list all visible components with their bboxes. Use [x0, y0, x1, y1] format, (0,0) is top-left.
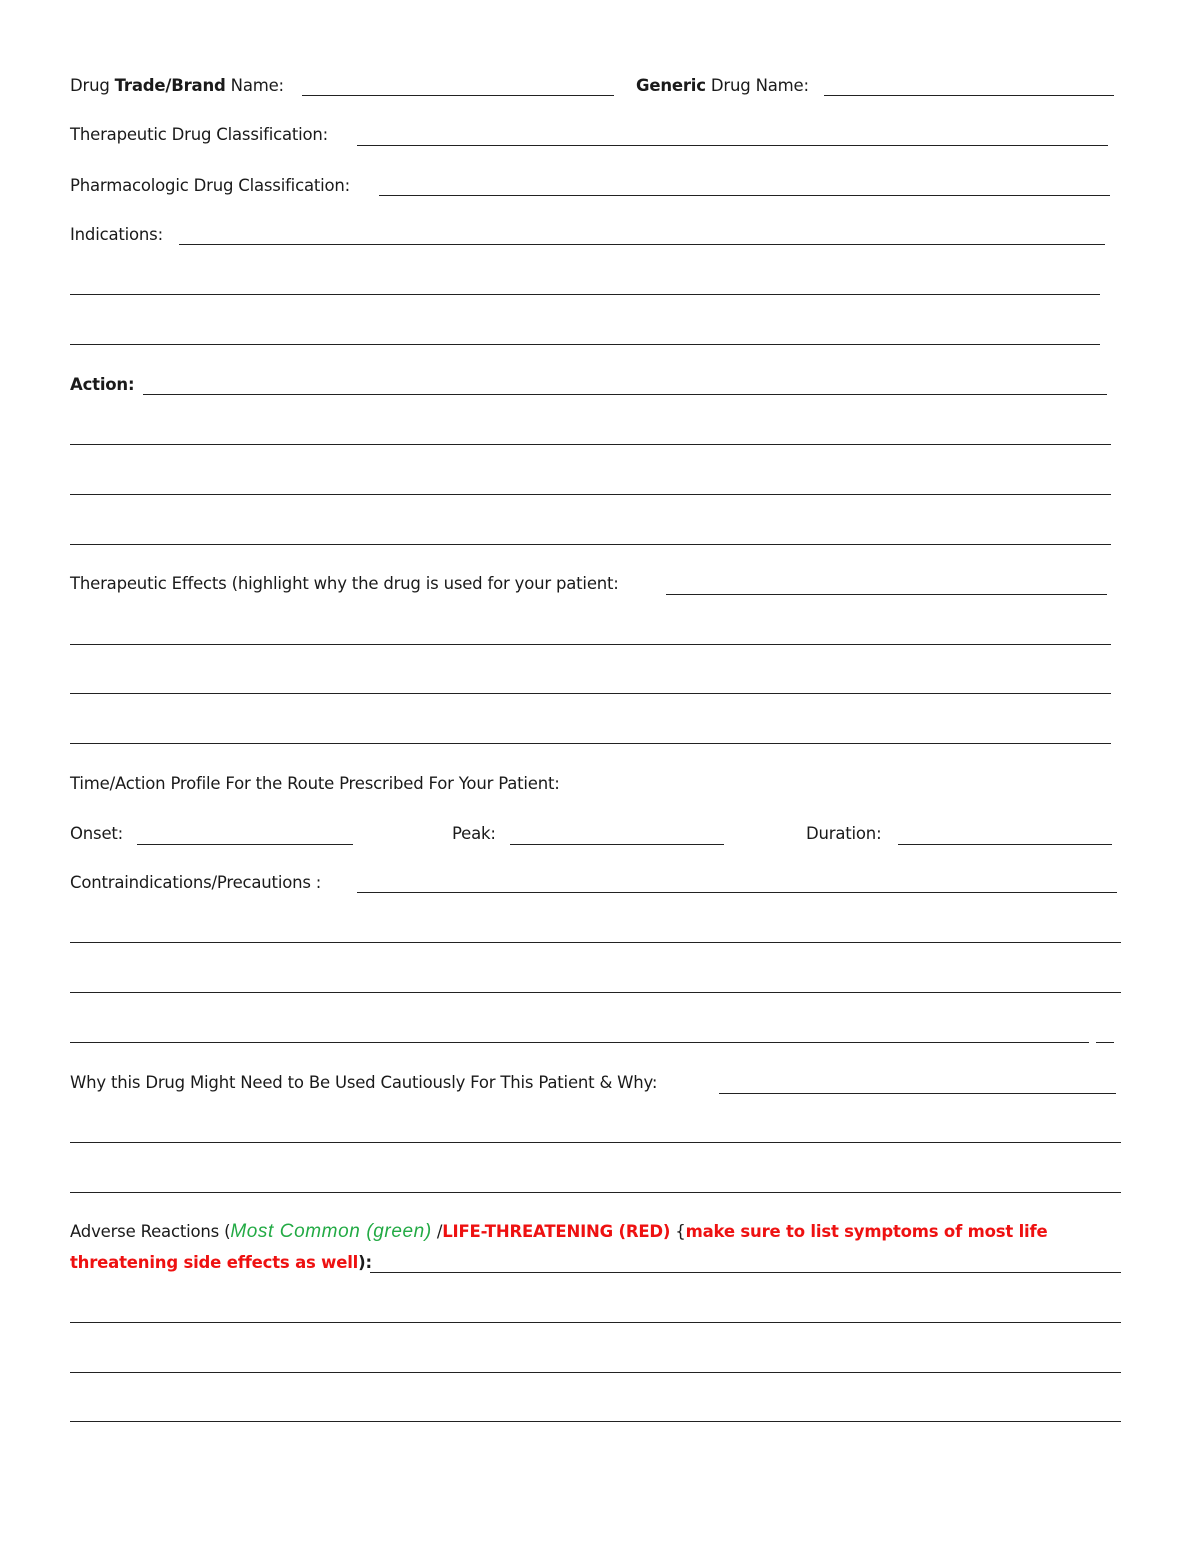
onset-line[interactable] — [137, 844, 353, 845]
generic-name-line[interactable] — [824, 95, 1114, 96]
adverse-reactions-line-4[interactable] — [70, 1421, 1121, 1422]
contraindications-line-3[interactable] — [70, 992, 1121, 993]
pharmacologic-classification-line[interactable] — [379, 195, 1110, 196]
therapeutic-effects-line-2[interactable] — [70, 644, 1111, 645]
adverse-reactions-line-3[interactable] — [70, 1372, 1121, 1373]
caution-label: Why this Drug Might Need to Be Used Cautiously For This Patient & Why: — [70, 1073, 658, 1092]
therapeutic-effects-line-4[interactable] — [70, 743, 1111, 744]
action-line-3[interactable] — [70, 494, 1111, 495]
therapeutic-effects-line-3[interactable] — [70, 693, 1111, 694]
adverse-reactions-label: Adverse Reactions (Most Common (green) /LIFE-THREATENING (RED) {make sure to list symptoms of most life — [70, 1221, 1048, 1242]
life-threatening-red-label: LIFE-THREATENING (RED) — [442, 1222, 671, 1241]
therapeutic-classification-line[interactable] — [357, 145, 1108, 146]
time-action-profile-heading: Time/Action Profile For the Route Prescribed For Your Patient: — [70, 774, 560, 793]
trade-name-line[interactable] — [302, 95, 614, 96]
adverse-reactions-line-1[interactable] — [370, 1272, 1121, 1273]
adverse-reactions-label-cont: threatening side effects as well): — [70, 1253, 372, 1272]
generic-name-label: Generic Drug Name: — [636, 76, 809, 95]
peak-line[interactable] — [510, 844, 724, 845]
caution-line-3[interactable] — [70, 1192, 1121, 1193]
action-line-4[interactable] — [70, 544, 1111, 545]
peak-label: Peak: — [452, 824, 496, 843]
pharmacologic-classification-label: Pharmacologic Drug Classification: — [70, 176, 351, 195]
indications-label: Indications: — [70, 225, 163, 244]
caution-line-1[interactable] — [719, 1093, 1116, 1094]
adverse-instruction-1: make sure to list symptoms of most life — [685, 1222, 1048, 1241]
action-line-2[interactable] — [70, 444, 1111, 445]
therapeutic-effects-label: Therapeutic Effects (highlight why the drug is used for your patient: — [70, 574, 619, 593]
therapeutic-classification-label: Therapeutic Drug Classification: — [70, 125, 329, 144]
trade-name-label: Drug Trade/Brand Name: — [70, 76, 284, 95]
indications-line-3[interactable] — [70, 344, 1100, 345]
action-label: Action: — [70, 375, 135, 394]
duration-line[interactable] — [898, 844, 1112, 845]
indications-line-2[interactable] — [70, 294, 1100, 295]
contraindications-line-2[interactable] — [70, 942, 1121, 943]
adverse-instruction-2: threatening side effects as well — [70, 1253, 359, 1272]
duration-label: Duration: — [806, 824, 882, 843]
action-line-1[interactable] — [143, 394, 1107, 395]
onset-label: Onset: — [70, 824, 124, 843]
contraindications-line-4-tail — [1096, 1042, 1114, 1043]
therapeutic-effects-line-1[interactable] — [666, 594, 1107, 595]
most-common-green-label: Most Common (green) — [230, 1221, 432, 1242]
contraindications-label: Contraindications/Precautions : — [70, 873, 322, 892]
indications-line-1[interactable] — [179, 244, 1105, 245]
contraindications-line-4[interactable] — [70, 1042, 1089, 1043]
contraindications-line-1[interactable] — [357, 892, 1117, 893]
adverse-reactions-line-2[interactable] — [70, 1322, 1121, 1323]
caution-line-2[interactable] — [70, 1142, 1121, 1143]
